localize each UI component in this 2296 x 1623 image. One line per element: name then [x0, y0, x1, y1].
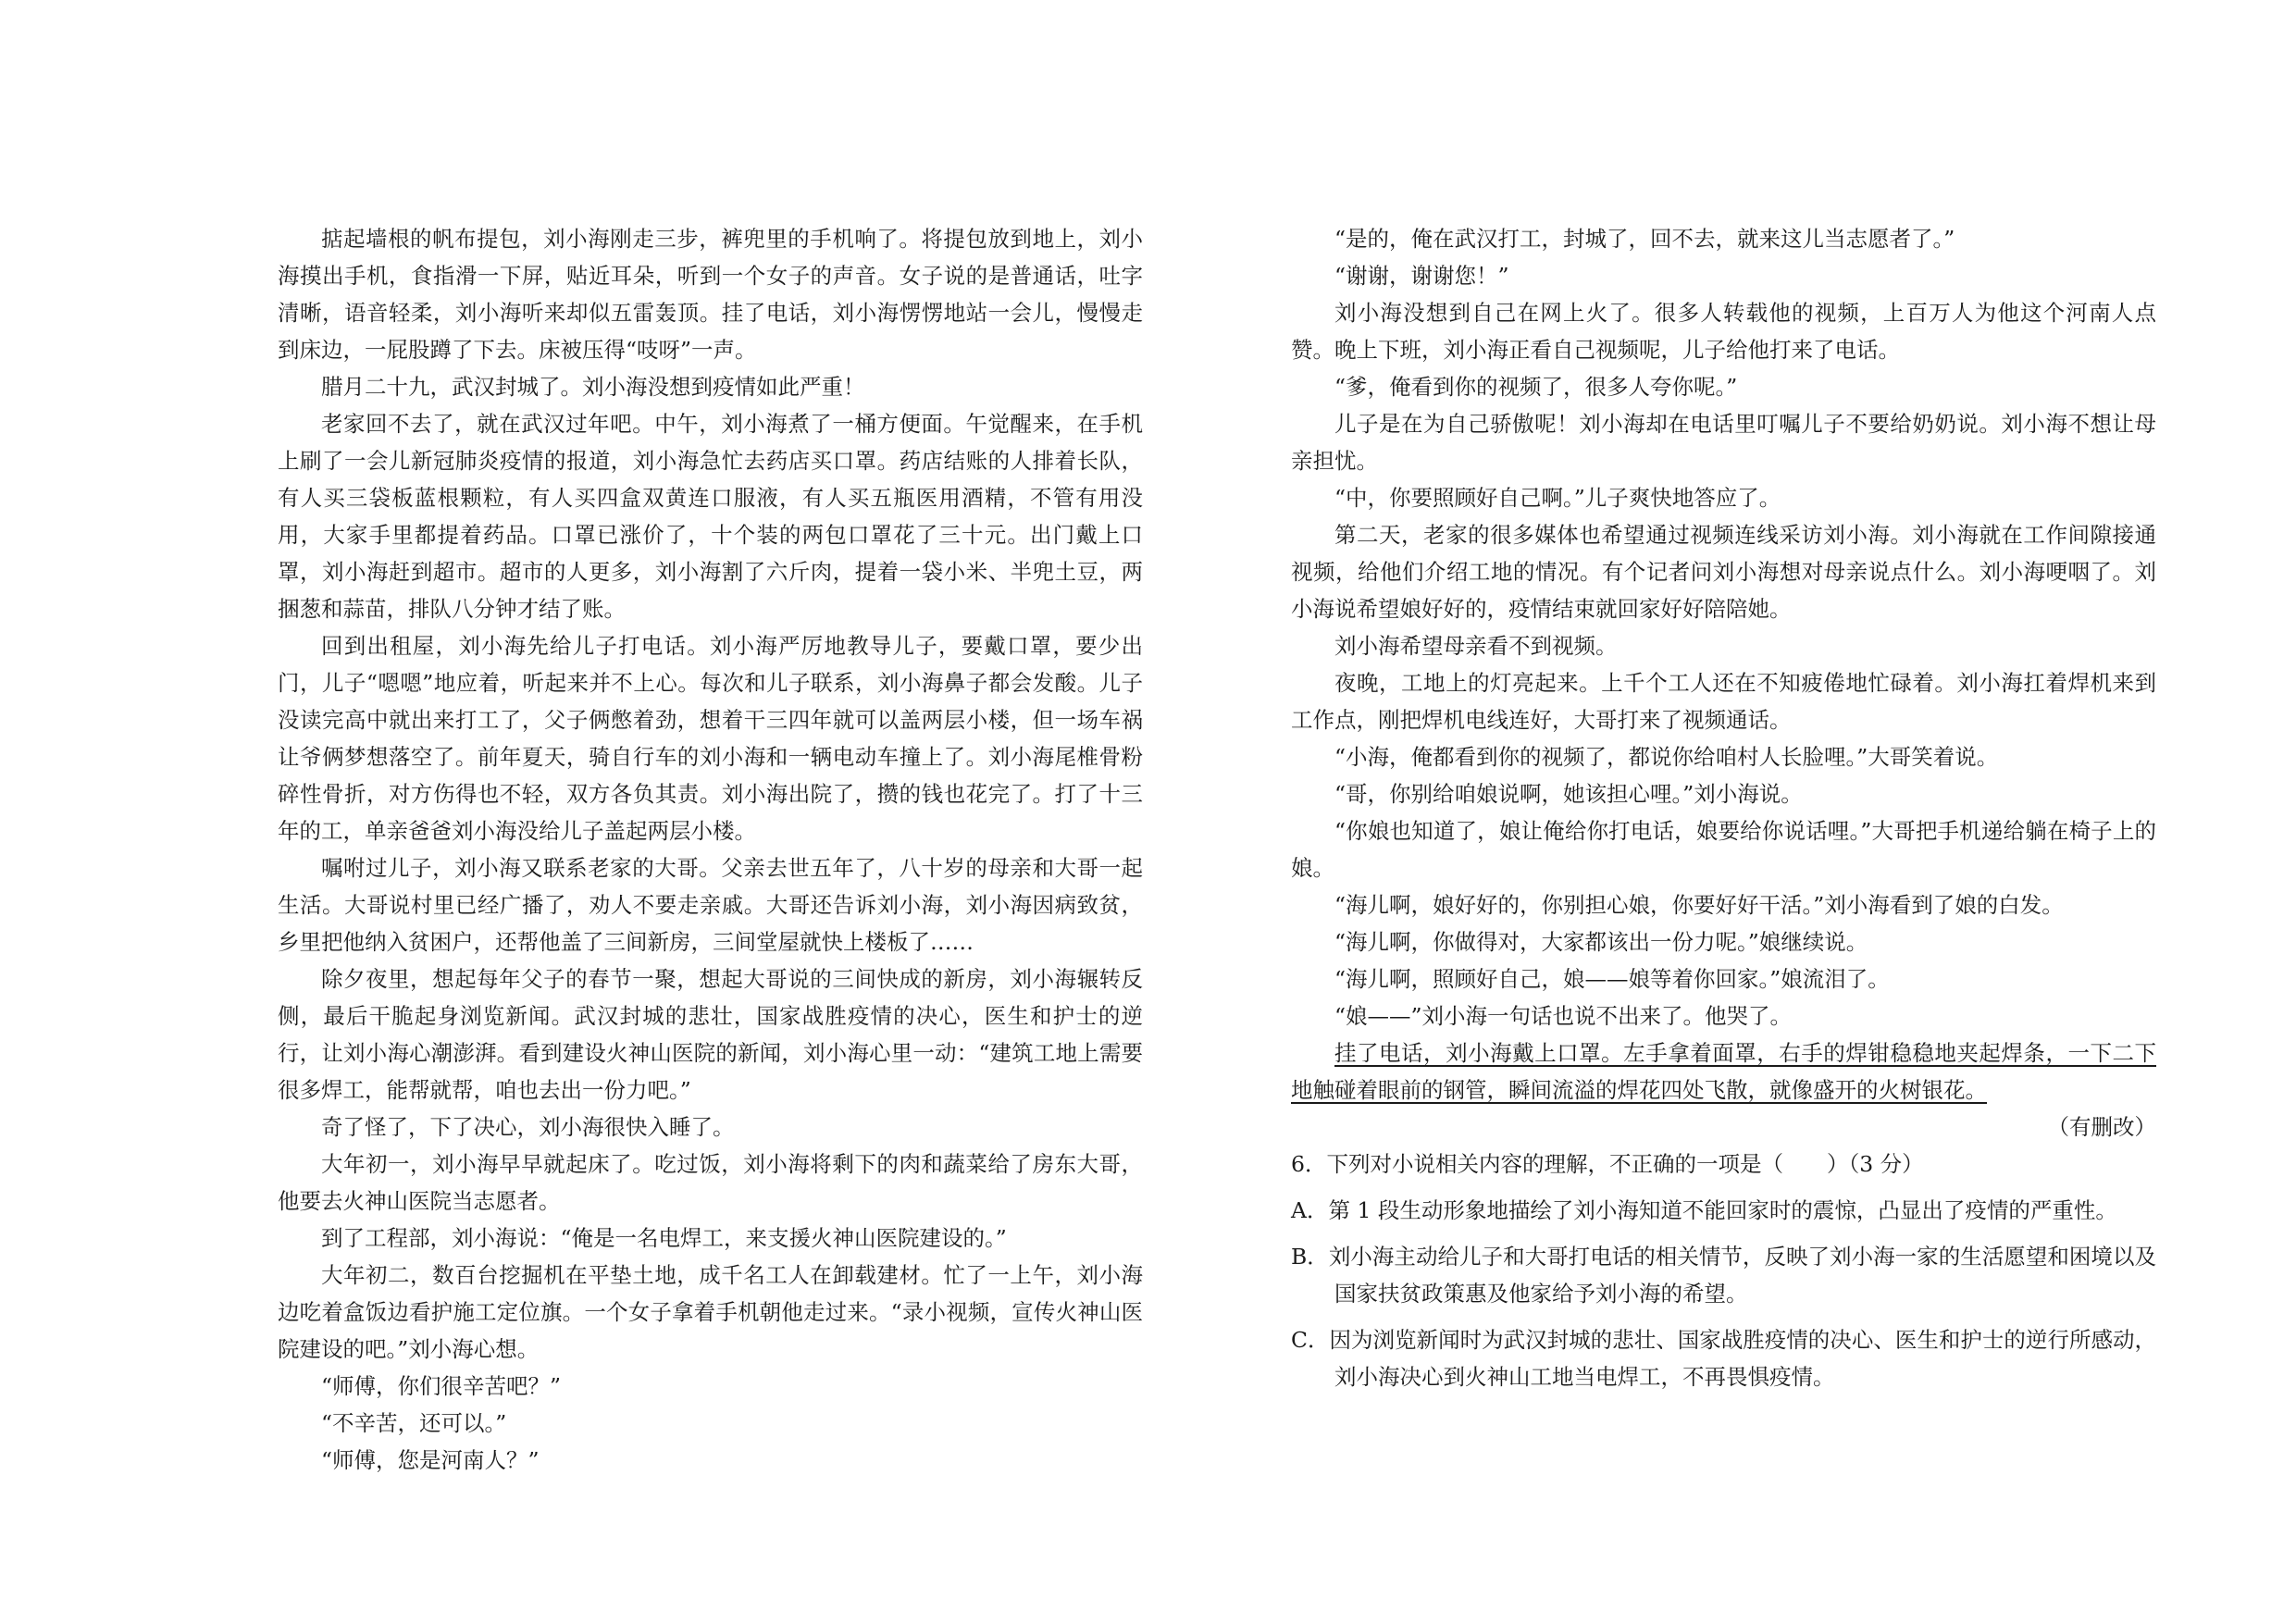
story-paragraph: 第二天，老家的很多媒体也希望通过视频连线采访刘小海。刘小海就在工作间隙接通视频，给他们介绍工地的情况。有个记者问刘小海想对母亲说点什么。刘小海哽咽了。刘小海说希望娘好好的，疫情结束就回家好好陪陪她。	[1291, 522, 2156, 622]
story-paragraph: 腊月二十九，武汉封城了。刘小海没想到疫情如此严重！	[321, 374, 865, 400]
dialogue-line: “小海，俺都看到你的视频了，都说你给咱村人长脸哩。”大哥笑着说。	[1334, 744, 1999, 770]
story-paragraph: 大年初一，刘小海早早就起床了。吃过饭，刘小海将剩下的肉和蔬菜给了房东大哥，他要去火神山医院当志愿者。	[278, 1151, 1143, 1214]
story-paragraph: 老家回不去了，就在武汉过年吧。中午，刘小海煮了一桶方便面。午觉醒来，在手机上刷了一会儿新冠肺炎疫情的报道，刘小海急忙去药店买口罩。药店结账的人排着长队，有人买三袋板蓝根颗粒，有人买四盒双黄连口服液，有人买五瓶医用酒精，不管有用没用，大家手里都提着药品。口罩已涨价了，十个装的两包口罩花了三十元。出门戴上口罩，刘小海赶到超市。超市的人更多，刘小海割了六斤肉，提着一袋小米、半兜土豆，两捆葱和蒜苗，排队八分钟才结了账。	[278, 411, 1143, 622]
story-paragraph: 到了工程部，刘小海说：“俺是一名电焊工，来支援火神山医院建设的。”	[321, 1225, 1007, 1251]
dialogue-line: “爹，俺看到你的视频了，很多人夸你呢。”	[1334, 374, 1738, 400]
underlined-text: 挂了电话，刘小海戴上口罩。左手拿着面罩，右手的焊钳稳稳地夹起焊条，一下二下地触碰着眼前的钢管，瞬间流溢的焊花四处飞散，就像盛开的火树银花。	[1291, 1040, 2156, 1103]
dialogue-line: “海儿啊，你做得对，大家都该出一份力呢。”娘继续说。	[1334, 929, 1868, 955]
source-note: （有删改）	[2047, 1114, 2156, 1140]
dialogue-line: “谢谢，谢谢您！”	[1334, 263, 1509, 289]
story-paragraph: 除夕夜里，想起每年父子的春节一聚，想起大哥说的三间快成的新房，刘小海辗转反侧，最后干脆起身浏览新闻。武汉封城的悲壮，国家战胜疫情的决心，医生和护士的逆行，让刘小海心潮澎湃。看到建设火神山医院的新闻，刘小海心里一动：“建筑工地上需要很多焊工，能帮就帮，咱也去出一份力吧。”	[278, 966, 1143, 1103]
story-paragraph: 掂起墙根的帆布提包，刘小海刚走三步，裤兜里的手机响了。将提包放到地上，刘小海摸出手机，食指滑一下屏，贴近耳朵，听到一个女子的声音。女子说的是普通话，吐字清晰，语音轻柔，刘小海听来却似五雷轰顶。挂了电话，刘小海愣愣地站一会儿，慢慢走到床边，一屁股蹲了下去。床被压得“吱呀”一声。	[278, 226, 1143, 363]
dialogue-line: “海儿啊，娘好好的，你别担心娘，你要好好干活。”刘小海看到了娘的白发。	[1334, 892, 2064, 918]
dialogue-line: “哥，你别给咱娘说啊，她该担心哩。”刘小海说。	[1334, 781, 1803, 807]
underlined-paragraph	[1291, 1035, 2156, 1109]
dialogue-line: “师傅，你们很辛苦吧？”	[321, 1373, 562, 1399]
dialogue-line: “是的，俺在武汉打工，封城了，回不去，就来这儿当志愿者了。”	[1334, 226, 1955, 252]
story-paragraph: 嘱咐过儿子，刘小海又联系老家的大哥。父亲去世五年了，八十岁的母亲和大哥一起生活。大哥说村里已经广播了，劝人不要走亲戚。大哥还告诉刘小海，刘小海因病致贫，乡里把他纳入贫困户，还帮他盖了三间新房，三间堂屋就快上楼板了……	[278, 855, 1143, 955]
story-paragraph: 大年初二，数百台挖掘机在平垫土地，成千名工人在卸载建材。忙了一上午，刘小海边吃着盒饭边看护施工定位旗。一个女子拿着手机朝他走过来。“录小视频，宣传火神山医院建设的吧。”刘小海心想。	[278, 1262, 1143, 1362]
option-a: A．第 1 段生动形象地描绘了刘小海知道不能回家时的震惊，凸显出了疫情的严重性。	[1291, 1197, 2117, 1223]
story-paragraph: 奇了怪了，下了决心，刘小海很快入睡了。	[321, 1114, 735, 1140]
dialogue-line: “娘——”刘小海一句话也说不出来了。他哭了。	[1334, 1003, 1793, 1029]
story-paragraph: 刘小海没想到自己在网上火了。很多人转载他的视频，上百万人为他这个河南人点赞。晚上下班，刘小海正看自己视频呢，儿子给他打来了电话。	[1291, 300, 2156, 363]
story-paragraph: 刘小海希望母亲看不到视频。	[1334, 633, 1618, 659]
dialogue-line: “你娘也知道了，娘让俺给你打电话，娘要给你说话哩。”大哥把手机递给躺在椅子上的娘。	[1291, 818, 2156, 881]
dialogue-line: “中，你要照顾好自己啊。”儿子爽快地答应了。	[1334, 485, 1781, 511]
option-c: C．因为浏览新闻时为武汉封城的悲壮、国家战胜疫情的决心、医生和护士的逆行所感动，刘小海决心到火神山工地当电焊工，不再畏惧疫情。	[1291, 1327, 2156, 1390]
question-stem: 6．下列对小说相关内容的理解，不正确的一项是（ ）（3 分）	[1291, 1151, 1924, 1177]
left-column	[278, 220, 1143, 1479]
dialogue-line: “师傅，您是河南人？”	[321, 1447, 540, 1473]
right-column	[1291, 220, 2156, 1405]
option-b: B．刘小海主动给儿子和大哥打电话的相关情节，反映了刘小海一家的生活愿望和困境以及国家扶贫政策惠及他家给予刘小海的希望。	[1291, 1244, 2156, 1307]
story-paragraph: 儿子是在为自己骄傲呢！刘小海却在电话里叮嘱儿子不要给奶奶说。刘小海不想让母亲担忧。	[1291, 411, 2156, 474]
dialogue-line: “海儿啊，照顾好自己，娘——娘等着你回家。”娘流泪了。	[1334, 966, 1890, 992]
story-paragraph: 夜晚，工地上的灯亮起来。上千个工人还在不知疲倦地忙碌着。刘小海扛着焊机来到工作点，刚把焊机电线连好，大哥打来了视频通话。	[1291, 670, 2156, 733]
dialogue-line: “不辛苦，还可以。”	[321, 1410, 507, 1436]
question-6	[1291, 1146, 2156, 1395]
story-paragraph: 回到出租屋，刘小海先给儿子打电话。刘小海严厉地教导儿子，要戴口罩，要少出门，儿子“嗯嗯”地应着，听起来并不上心。每次和儿子联系，刘小海鼻子都会发酸。儿子没读完高中就出来打工了，父子俩憋着劲，想着干三四年就可以盖两层小楼，但一场车祸让爷俩梦想落空了。前年夏天，骑自行车的刘小海和一辆电动车撞上了。刘小海尾椎骨粉碎性骨折，对方伤得也不轻，双方各负其责。刘小海出院了，攒的钱也花完了。打了十三年的工，单亲爸爸刘小海没给儿子盖起两层小楼。	[278, 633, 1143, 844]
